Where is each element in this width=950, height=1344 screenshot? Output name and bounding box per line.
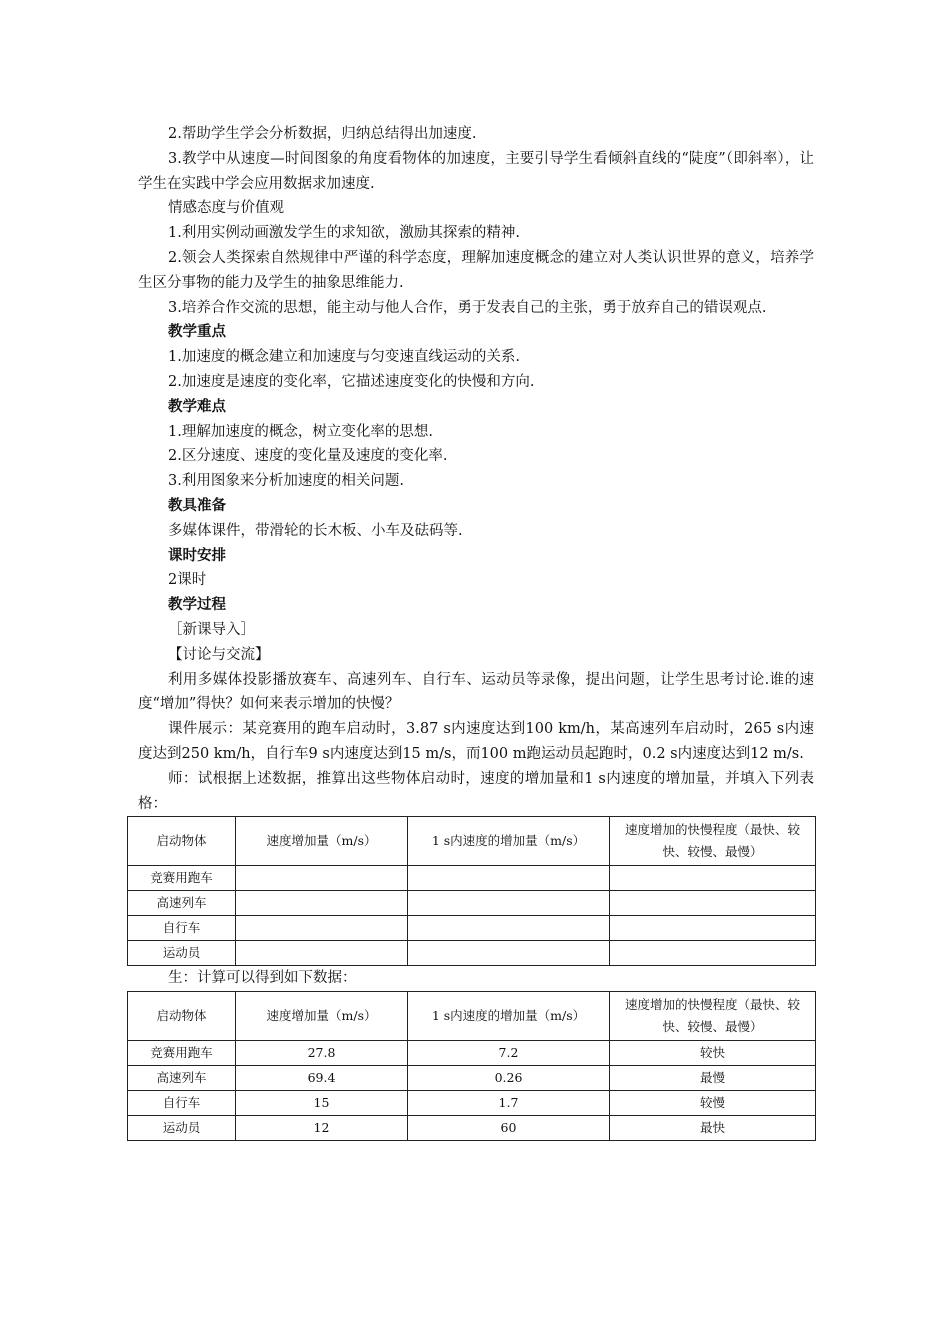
table-cell (408, 891, 610, 916)
table-cell (408, 941, 610, 966)
table-cell: 27.8 (236, 1041, 408, 1066)
paragraph: 多媒体课件，带滑轮的长木板、小车及砝码等. (168, 522, 463, 539)
paragraph: 2.区分速度、速度的变化量及速度的变化率. (168, 448, 448, 465)
table-cell (610, 891, 816, 916)
document-page (138, 122, 814, 1141)
table-row (128, 1066, 816, 1091)
table-cell (408, 866, 610, 891)
table-cell: 高速列车 (128, 1066, 236, 1091)
table-header-cell: 1 s内速度的增加量（m/s） (408, 992, 610, 1041)
table-cell: 自行车 (128, 916, 236, 941)
table-cell: 竞赛用跑车 (128, 866, 236, 891)
table-row (128, 891, 816, 916)
table-cell: 自行车 (128, 1091, 236, 1116)
paragraph: 1.理解加速度的概念，树立变化率的思想. (168, 423, 433, 440)
table-header-cell: 启动物体 (128, 992, 236, 1041)
table-row (128, 866, 816, 891)
table-cell: 竞赛用跑车 (128, 1041, 236, 1066)
table-header-row (128, 992, 816, 1041)
section-heading-process: 教学过程 (168, 597, 226, 614)
table-row (128, 1041, 816, 1066)
table-cell: 较快 (610, 1041, 816, 1066)
table-header-cell: 速度增加量（m/s） (236, 817, 408, 866)
section-heading-key-points: 教学重点 (168, 324, 226, 341)
paragraph: 生：计算可以得到如下数据： (168, 970, 357, 987)
paragraph: 师：试根据上述数据，推算出这些物体启动时，速度的增加量和1 s内速度的增加量，并填入下列表格： (138, 770, 814, 812)
table-row (128, 916, 816, 941)
table-cell (610, 916, 816, 941)
paragraph: 课件展示：某竞赛用的跑车启动时，3.87 s内速度达到100 km/h，某高速列车启动时，265 s内速度达到250 km/h，自行车9 s内速度达到15 m/s，而100 m跑运动员起跑时，0.2 s内速度达到12 m/s. (138, 721, 814, 762)
section-heading-tools: 教具准备 (168, 497, 226, 514)
paragraph: 2.领会人类探索自然规律中严谨的科学态度，理解加速度概念的建立对人类认识世界的意义，培养学生区分事物的能力及学生的抽象思维能力. (138, 249, 814, 291)
table-cell: 高速列车 (128, 891, 236, 916)
paragraph: 2课时 (168, 572, 207, 589)
table-header-cell: 速度增加的快慢程度（最快、较快、较慢、最慢） (610, 817, 816, 866)
table-cell (236, 866, 408, 891)
table-header-cell: 速度增加的快慢程度（最快、较快、较慢、最慢） (610, 992, 816, 1041)
table-header-cell: 1 s内速度的增加量（m/s） (408, 817, 610, 866)
table-cell: 0.26 (408, 1066, 610, 1091)
section-heading-schedule: 课时安排 (168, 547, 226, 564)
section-heading-difficulties: 教学难点 (168, 398, 226, 415)
table-cell: 最慢 (610, 1066, 816, 1091)
table-cell: 7.2 (408, 1041, 610, 1066)
paragraph: 2.帮助学生学会分析数据，归纳总结得出加速度. (168, 126, 477, 142)
table-cell: 1.7 (408, 1091, 610, 1116)
table-header-cell: 启动物体 (128, 817, 236, 866)
paragraph: 情感态度与价值观 (168, 200, 284, 217)
paragraph: 3.培养合作交流的思想，能主动与他人合作，勇于发表自己的主张，勇于放弃自己的错误观点. (168, 299, 767, 316)
paragraph: 1.加速度的概念建立和加速度与匀变速直线运动的关系. (168, 349, 520, 366)
paragraph: 利用多媒体投影播放赛车、高速列车、自行车、运动员等录像，提出问题，让学生思考讨论.谁的速度“增加”得快？如何来表示增加的快慢？ (138, 671, 814, 713)
paragraph: ［新课导入］ (168, 621, 255, 638)
table-cell (408, 916, 610, 941)
table-cell (236, 916, 408, 941)
table-row (128, 941, 816, 966)
table-cell (610, 866, 816, 891)
paragraph: 3.教学中从速度—时间图象的角度看物体的加速度，主要引导学生看倾斜直线的“陡度”（即斜率），让学生在实践中学会应用数据求加速度. (138, 150, 815, 192)
table-cell: 15 (236, 1091, 408, 1116)
table-row (128, 1116, 816, 1141)
table-cell (236, 891, 408, 916)
table-row (128, 1091, 816, 1116)
paragraph: 1.利用实例动画激发学生的求知欲，激励其探索的精神. (168, 225, 520, 242)
data-table-empty (127, 816, 816, 966)
table-cell (236, 941, 408, 966)
table-cell: 运动员 (128, 941, 236, 966)
paragraph: 3.利用图象来分析加速度的相关问题. (168, 473, 404, 490)
paragraph: 【讨论与交流】 (168, 646, 270, 663)
table-cell: 运动员 (128, 1116, 236, 1141)
table-cell: 69.4 (236, 1066, 408, 1091)
table-cell (610, 941, 816, 966)
paragraph: 2.加速度是速度的变化率，它描述速度变化的快慢和方向. (168, 373, 535, 390)
table-header-row (128, 817, 816, 866)
table-cell: 60 (408, 1116, 610, 1141)
data-table-filled (127, 991, 816, 1141)
table-cell: 较慢 (610, 1091, 816, 1116)
table-header-cell: 速度增加量（m/s） (236, 992, 408, 1041)
table-cell: 最快 (610, 1116, 816, 1141)
table-cell: 12 (236, 1116, 408, 1141)
